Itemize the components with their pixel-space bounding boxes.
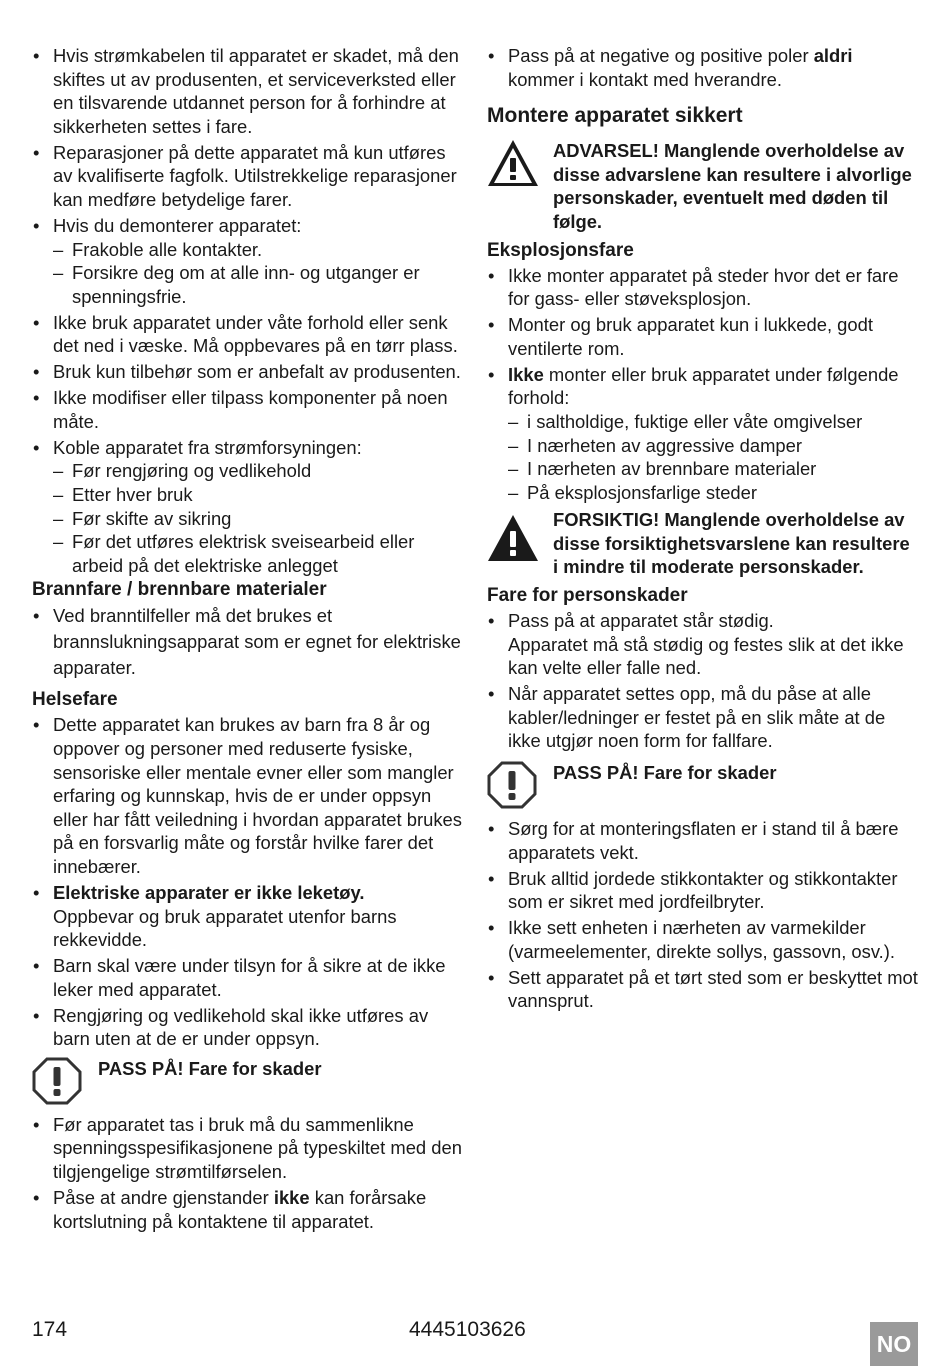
bullet: •: [33, 1187, 40, 1209]
caution-title: PASS PÅ! Fare for skader: [553, 762, 777, 784]
bullet: •: [33, 436, 40, 458]
bullet: •: [33, 361, 40, 383]
sub-item: – Før det utføres elektrisk sveisearbeid eller arbeid på det elektriske anlegget: [53, 531, 415, 576]
sub-item: – Før rengjøring og vedlikehold: [53, 460, 312, 482]
bullet: •: [488, 264, 495, 286]
sub-item: – På eksplosjonsfarlige steder: [508, 481, 758, 503]
section-heading: Fare for personskader: [487, 585, 688, 607]
caution-box: [32, 1057, 464, 1105]
bullet: •: [488, 683, 495, 705]
bullet: •: [33, 214, 40, 236]
caution-octagon-icon: [32, 1057, 82, 1105]
section-heading: Helsefare: [32, 689, 118, 711]
list-item: • Bruk kun tilbehør som er anbefalt av produsenten.: [33, 361, 461, 383]
list-item: • Hvis strømkabelen til apparatet er skadet, må den skiftes ut av produsenten, et serviceverksted eller en tilsvarende utdannet person for å forhindre at sikkerheten settes i fare.: [33, 45, 459, 137]
bullet: •: [488, 917, 495, 939]
bullet: •: [33, 881, 40, 903]
caution-text: FORSIKTIG! Manglende overholdelse av disse forsiktighetsvarslene kan resultere i mindre til moderate personskader.: [553, 509, 910, 578]
bullet: •: [33, 714, 40, 736]
right-column: [487, 44, 919, 1015]
bullet: •: [33, 387, 40, 409]
list-item: • Koble apparatet fra strømforsyningen:: [33, 436, 362, 458]
caution-octagon-icon: [487, 761, 537, 809]
list-item: • Påse at andre gjenstander ikke kan forårsake kortslutning på kontaktene til apparatet.: [33, 1187, 427, 1232]
list-item: • Barn skal være under tilsyn for å sikre at de ikke leker med apparatet.: [33, 955, 446, 1000]
sub-item: – Etter hver bruk: [53, 484, 193, 506]
list-item: • Hvis du demonterer apparatet:: [33, 214, 302, 236]
list-item: • Ikke monter apparatet på steder hvor det er fare for gass- eller støveksplosjon.: [488, 264, 899, 310]
bullet: •: [33, 1113, 40, 1135]
page-number: 174: [32, 1318, 68, 1341]
list-item: • Sørg for at monteringsflaten er i stand til å bære apparatets vekt.: [488, 818, 899, 863]
bullet: •: [488, 867, 495, 889]
list-item: • Pass på at apparatet står stødig. Apparatet må stå stødig og festes slik at det ikke kan velte eller falle ned.: [488, 610, 904, 679]
list-item: • Pass på at negative og positive poler aldri kommer i kontakt med hverandre.: [488, 45, 853, 90]
list-item: • Monter og bruk apparatet kun i lukkede, godt ventilerte rom.: [488, 314, 873, 359]
bullet: •: [488, 363, 495, 385]
caution-title: PASS PÅ! Fare for skader: [98, 1057, 322, 1079]
list-item: • Ikke monter eller bruk apparatet under følgende forhold:: [488, 363, 899, 409]
warning-text: ADVARSEL! Manglende overholdelse av disse advarslene kan resultere i alvorlige personskader, eventuelt med døden til følge.: [553, 140, 912, 232]
section-heading: Eksplosjonsfare: [487, 239, 634, 261]
bullet: •: [33, 45, 40, 66]
sub-item: – Før skifte av sikring: [53, 507, 232, 529]
bullet: •: [33, 1004, 40, 1026]
list-item: • Bruk alltid jordede stikkontakter og stikkontakter som er sikret med jordfeilbryter.: [488, 867, 898, 913]
caution-box: [487, 508, 919, 579]
list-item: • Ved branntilfeller må det brukes et brannslukningsapparat som er egnet for elektriske apparater.: [33, 605, 461, 679]
section-heading: Montere apparatet sikkert: [487, 104, 743, 128]
caution-triangle-icon: [487, 514, 539, 562]
list-item: • Elektriske apparater er ikke leketøy. Oppbevar og bruk apparatet utenfor barns rekkevidde.: [33, 881, 397, 951]
list-item: • Når apparatet settes opp, må du påse at alle kabler/ledninger er festet på en slik måte at de ikke utgjør noen form for fallfare.: [488, 683, 886, 752]
bullet: •: [488, 45, 495, 66]
sub-item: – i saltholdige, fuktige eller våte omgivelser: [508, 410, 863, 432]
list-item: • Før apparatet tas i bruk må du sammenlikne spenningsspesifikasjonene på typeskiltet med den tilgjengelige strømtilførselen.: [33, 1113, 462, 1183]
bullet: •: [488, 818, 495, 840]
bullet: •: [33, 141, 40, 163]
list-item: • Sett apparatet på et tørt sted som er beskyttet mot vannsprut.: [488, 966, 918, 1012]
bullet: •: [33, 605, 40, 627]
bullet: •: [488, 966, 495, 988]
sub-item: – I nærheten av brennbare materialer: [508, 458, 817, 480]
language-tab: NO: [870, 1322, 918, 1366]
sub-item: – Forsikre deg om at alle inn- og utganger er spenningsfrie.: [53, 262, 420, 307]
list-item: • Rengjøring og vedlikehold skal ikke utføres av barn uten at de er under oppsyn.: [33, 1004, 429, 1050]
list-item: • Ikke bruk apparatet under våte forhold eller senk det ned i væske. Må oppbevares på en tørr plass.: [33, 311, 458, 357]
left-column: [32, 44, 464, 1236]
bullet: •: [33, 955, 40, 977]
sub-item: – I nærheten av aggressive damper: [508, 434, 802, 456]
bullet: •: [488, 610, 495, 632]
document-code: 4445103626: [409, 1318, 526, 1341]
bullet: •: [33, 311, 40, 333]
list-item: • Reparasjoner på dette apparatet må kun utføres av kvalifiserte fagfolk. Utilstrekkelige reparasjoner kan medføre betydelige farer.: [33, 141, 457, 210]
warning-box: [487, 139, 919, 233]
section-heading: Brannfare / brennbare materialer: [32, 579, 327, 601]
list-item: • Dette apparatet kan brukes av barn fra 8 år og oppover og personer med reduserte fysiske, sensoriske eller mentale evner eller som mangler erfaring og kunnskap, hvis de er under oppsyn eller har fått veiledning i hvordan apparatet brukes på en forsvarlig måte og forstår hvilke farer det innebærer.: [33, 714, 462, 877]
caution-box: [487, 761, 919, 809]
warning-triangle-icon: [487, 139, 539, 187]
list-item: • Ikke modifiser eller tilpass komponenter på noen måte.: [33, 387, 448, 432]
bullet: •: [488, 314, 495, 336]
sub-item: – Frakoble alle kontakter.: [53, 238, 263, 260]
list-item: • Ikke sett enheten i nærheten av varmekilder (varmeelementer, direkte sollys, gassovn, osv.).: [488, 917, 896, 962]
